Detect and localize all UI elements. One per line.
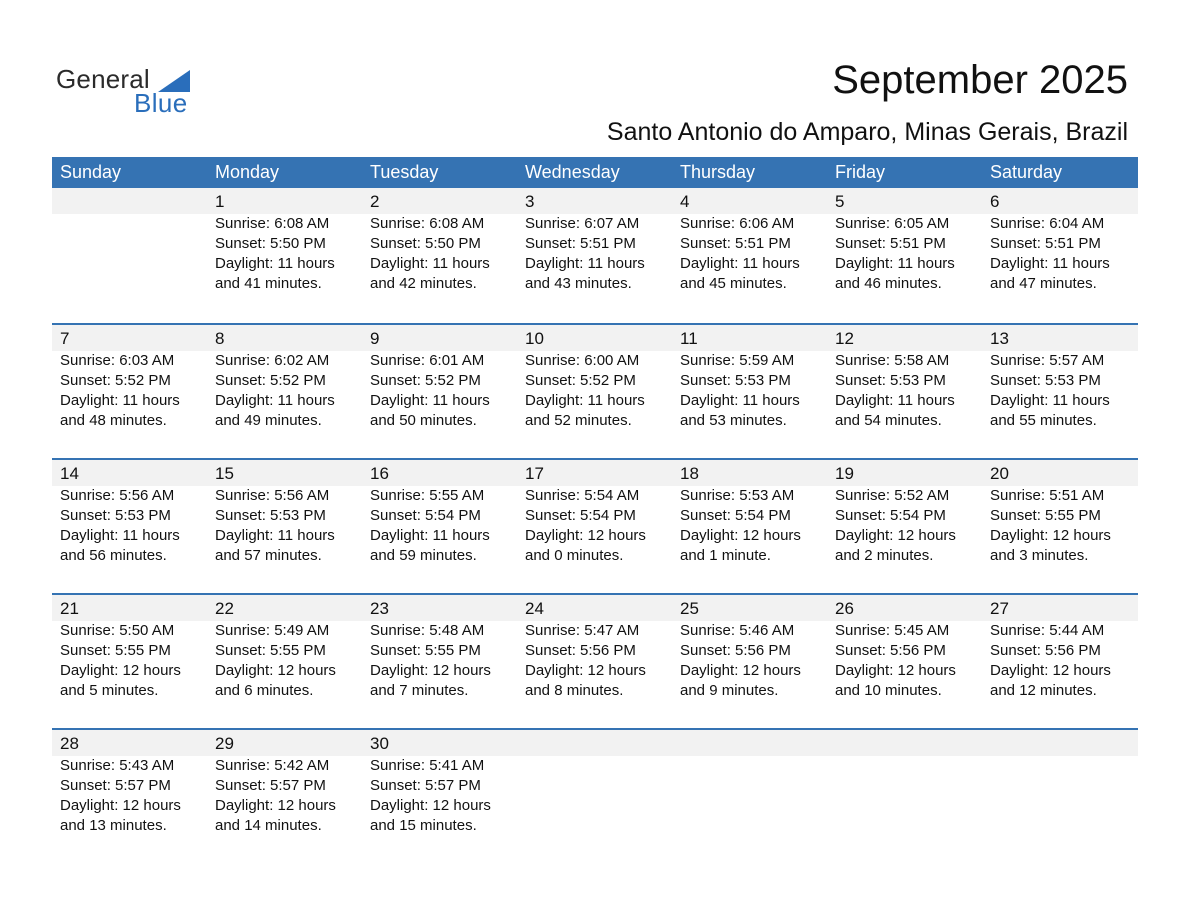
daylight-minutes: and 49 minutes. — [215, 412, 322, 429]
daylight-minutes: and 41 minutes. — [215, 275, 322, 292]
logo-word-blue: Blue — [134, 88, 188, 118]
day-cell-7 — [52, 325, 207, 431]
day-cell-16 — [362, 460, 517, 566]
empty-day-cell — [52, 188, 207, 294]
day-cell-1 — [207, 188, 362, 294]
day-cell-3 — [517, 188, 672, 294]
day-cell-13 — [982, 325, 1137, 431]
daylight-minutes: and 3 minutes. — [990, 547, 1089, 564]
daylight-minutes: and 8 minutes. — [525, 682, 624, 699]
daylight-hours: Daylight: 12 hours — [525, 662, 646, 679]
daylight-hours: Daylight: 11 hours — [525, 392, 645, 409]
daylight-minutes: and 6 minutes. — [215, 682, 314, 699]
sunrise-time: Sunrise: 5:54 AM — [525, 487, 640, 504]
sunrise-time: Sunrise: 5:52 AM — [835, 487, 950, 504]
page-title: September 2025 — [832, 58, 1128, 102]
sunrise-time: Sunrise: 6:06 AM — [680, 215, 795, 232]
daylight-minutes: and 46 minutes. — [835, 275, 942, 292]
daylight-hours: Daylight: 11 hours — [525, 255, 645, 272]
day-number: 12 — [835, 329, 854, 348]
day-number: 7 — [60, 329, 70, 348]
day-number: 6 — [990, 192, 1000, 211]
sunset-time: Sunset: 5:57 PM — [60, 777, 171, 794]
sunset-time: Sunset: 5:57 PM — [370, 777, 481, 794]
sunset-time: Sunset: 5:56 PM — [990, 642, 1101, 659]
sunset-time: Sunset: 5:50 PM — [370, 235, 481, 252]
daylight-minutes: and 12 minutes. — [990, 682, 1097, 699]
day-number: 16 — [370, 464, 389, 483]
daylight-hours: Daylight: 11 hours — [60, 392, 180, 409]
day-cell-24 — [517, 595, 672, 701]
sunrise-time: Sunrise: 6:05 AM — [835, 215, 950, 232]
daylight-minutes: and 50 minutes. — [370, 412, 477, 429]
sunrise-time: Sunrise: 5:50 AM — [60, 622, 175, 639]
day-cell-6 — [982, 188, 1137, 294]
daylight-hours: Daylight: 12 hours — [370, 662, 491, 679]
daylight-minutes: and 1 minute. — [680, 547, 771, 564]
sunrise-time: Sunrise: 6:02 AM — [215, 352, 330, 369]
day-number: 3 — [525, 192, 535, 211]
sunset-time: Sunset: 5:55 PM — [370, 642, 481, 659]
week-row — [52, 323, 1138, 458]
daylight-hours: Daylight: 12 hours — [990, 527, 1111, 544]
daylight-hours: Daylight: 11 hours — [370, 527, 490, 544]
day-number: 4 — [680, 192, 690, 211]
day-number: 19 — [835, 464, 854, 483]
daylight-hours: Daylight: 12 hours — [215, 797, 336, 814]
day-cell-17 — [517, 460, 672, 566]
day-number: 22 — [215, 599, 234, 618]
sunrise-time: Sunrise: 5:43 AM — [60, 757, 175, 774]
sunset-time: Sunset: 5:57 PM — [215, 777, 326, 794]
daylight-minutes: and 0 minutes. — [525, 547, 624, 564]
sunset-time: Sunset: 5:53 PM — [680, 372, 791, 389]
sunset-time: Sunset: 5:52 PM — [215, 372, 326, 389]
daylight-hours: Daylight: 11 hours — [680, 392, 800, 409]
day-cell-2 — [362, 188, 517, 294]
day-number: 17 — [525, 464, 544, 483]
daylight-minutes: and 15 minutes. — [370, 817, 477, 834]
daylight-minutes: and 47 minutes. — [990, 275, 1097, 292]
day-number: 23 — [370, 599, 389, 618]
day-number: 26 — [835, 599, 854, 618]
day-number: 2 — [370, 192, 380, 211]
daylight-hours: Daylight: 11 hours — [215, 392, 335, 409]
day-cell-26 — [827, 595, 982, 701]
sunset-time: Sunset: 5:50 PM — [215, 235, 326, 252]
sunrise-time: Sunrise: 5:51 AM — [990, 487, 1105, 504]
logo — [56, 64, 206, 120]
sunset-time: Sunset: 5:54 PM — [680, 507, 791, 524]
sunrise-time: Sunrise: 6:08 AM — [215, 215, 330, 232]
week-row — [52, 593, 1138, 728]
sunrise-time: Sunrise: 6:01 AM — [370, 352, 485, 369]
calendar-grid — [52, 188, 1138, 863]
day-cell-11 — [672, 325, 827, 431]
daylight-hours: Daylight: 11 hours — [990, 392, 1110, 409]
day-cell-25 — [672, 595, 827, 701]
daylight-hours: Daylight: 12 hours — [525, 527, 646, 544]
daylight-hours: Daylight: 12 hours — [60, 797, 181, 814]
sunrise-time: Sunrise: 6:04 AM — [990, 215, 1105, 232]
empty-day-cell — [672, 730, 827, 836]
sunset-time: Sunset: 5:51 PM — [680, 235, 791, 252]
day-number: 14 — [60, 464, 79, 483]
day-cell-15 — [207, 460, 362, 566]
day-cell-18 — [672, 460, 827, 566]
daylight-minutes: and 42 minutes. — [370, 275, 477, 292]
sunrise-time: Sunrise: 6:03 AM — [60, 352, 175, 369]
weekday-tuesday: Tuesday — [370, 162, 439, 182]
daylight-hours: Daylight: 12 hours — [60, 662, 181, 679]
daylight-hours: Daylight: 11 hours — [680, 255, 800, 272]
daylight-minutes: and 55 minutes. — [990, 412, 1097, 429]
day-cell-27 — [982, 595, 1137, 701]
day-cell-14 — [52, 460, 207, 566]
daylight-hours: Daylight: 11 hours — [835, 255, 955, 272]
empty-day-cell — [827, 730, 982, 836]
sunrise-time: Sunrise: 5:59 AM — [680, 352, 795, 369]
day-number: 18 — [680, 464, 699, 483]
day-number: 24 — [525, 599, 544, 618]
sunrise-time: Sunrise: 5:53 AM — [680, 487, 795, 504]
day-number: 1 — [215, 192, 225, 211]
daylight-hours: Daylight: 11 hours — [990, 255, 1110, 272]
day-number: 15 — [215, 464, 234, 483]
week-row — [52, 728, 1138, 863]
daylight-hours: Daylight: 11 hours — [215, 255, 335, 272]
day-number: 5 — [835, 192, 845, 211]
sunrise-time: Sunrise: 5:57 AM — [990, 352, 1105, 369]
daylight-minutes: and 10 minutes. — [835, 682, 942, 699]
sunset-time: Sunset: 5:56 PM — [525, 642, 636, 659]
day-cell-20 — [982, 460, 1137, 566]
sunset-time: Sunset: 5:56 PM — [680, 642, 791, 659]
sunrise-time: Sunrise: 5:58 AM — [835, 352, 950, 369]
daylight-minutes: and 45 minutes. — [680, 275, 787, 292]
day-number: 30 — [370, 734, 389, 753]
weekday-saturday: Saturday — [990, 162, 1063, 182]
day-number: 29 — [215, 734, 234, 753]
day-number: 9 — [370, 329, 380, 348]
weekday-monday: Monday — [215, 162, 280, 182]
daylight-minutes: and 2 minutes. — [835, 547, 934, 564]
day-number: 25 — [680, 599, 699, 618]
day-cell-23 — [362, 595, 517, 701]
daylight-minutes: and 43 minutes. — [525, 275, 632, 292]
sunset-time: Sunset: 5:53 PM — [835, 372, 946, 389]
day-cell-28 — [52, 730, 207, 836]
daylight-minutes: and 52 minutes. — [525, 412, 632, 429]
empty-day-cell — [517, 730, 672, 836]
sunset-time: Sunset: 5:52 PM — [60, 372, 171, 389]
daylight-hours: Daylight: 11 hours — [370, 392, 490, 409]
day-number: 21 — [60, 599, 79, 618]
daylight-minutes: and 48 minutes. — [60, 412, 167, 429]
sunrise-time: Sunrise: 5:44 AM — [990, 622, 1105, 639]
sunrise-time: Sunrise: 5:56 AM — [215, 487, 330, 504]
daylight-hours: Daylight: 12 hours — [835, 527, 956, 544]
daylight-hours: Daylight: 12 hours — [370, 797, 491, 814]
daylight-hours: Daylight: 11 hours — [835, 392, 955, 409]
day-number: 13 — [990, 329, 1009, 348]
weekday-friday: Friday — [835, 162, 886, 182]
sunrise-time: Sunrise: 5:45 AM — [835, 622, 950, 639]
sunrise-time: Sunrise: 6:07 AM — [525, 215, 640, 232]
daylight-minutes: and 59 minutes. — [370, 547, 477, 564]
week-row — [52, 458, 1138, 593]
sunrise-time: Sunrise: 5:56 AM — [60, 487, 175, 504]
sunrise-time: Sunrise: 5:55 AM — [370, 487, 485, 504]
daylight-hours: Daylight: 12 hours — [990, 662, 1111, 679]
logo-word-general: General — [56, 64, 150, 94]
day-cell-21 — [52, 595, 207, 701]
daylight-hours: Daylight: 12 hours — [680, 527, 801, 544]
daylight-hours: Daylight: 12 hours — [215, 662, 336, 679]
daylight-hours: Daylight: 11 hours — [60, 527, 180, 544]
daylight-minutes: and 57 minutes. — [215, 547, 322, 564]
sunset-time: Sunset: 5:51 PM — [835, 235, 946, 252]
empty-day-cell — [982, 730, 1137, 836]
weekday-sunday: Sunday — [60, 162, 122, 182]
weekday-thursday: Thursday — [680, 162, 756, 182]
sunrise-time: Sunrise: 5:42 AM — [215, 757, 330, 774]
day-cell-29 — [207, 730, 362, 836]
weekday-wednesday: Wednesday — [525, 162, 620, 182]
day-cell-8 — [207, 325, 362, 431]
sunrise-time: Sunrise: 5:49 AM — [215, 622, 330, 639]
day-cell-12 — [827, 325, 982, 431]
daylight-minutes: and 7 minutes. — [370, 682, 469, 699]
sunrise-time: Sunrise: 5:46 AM — [680, 622, 795, 639]
daylight-hours: Daylight: 11 hours — [370, 255, 490, 272]
sunset-time: Sunset: 5:52 PM — [525, 372, 636, 389]
sunset-time: Sunset: 5:55 PM — [60, 642, 171, 659]
day-number: 27 — [990, 599, 1009, 618]
sunrise-time: Sunrise: 6:00 AM — [525, 352, 640, 369]
sunset-time: Sunset: 5:51 PM — [990, 235, 1101, 252]
sunset-time: Sunset: 5:53 PM — [990, 372, 1101, 389]
daylight-minutes: and 5 minutes. — [60, 682, 159, 699]
day-number: 8 — [215, 329, 225, 348]
daylight-hours: Daylight: 11 hours — [215, 527, 335, 544]
week-row — [52, 188, 1138, 323]
sunset-time: Sunset: 5:51 PM — [525, 235, 636, 252]
daylight-hours: Daylight: 12 hours — [680, 662, 801, 679]
sunset-time: Sunset: 5:56 PM — [835, 642, 946, 659]
sunset-time: Sunset: 5:55 PM — [215, 642, 326, 659]
daylight-minutes: and 14 minutes. — [215, 817, 322, 834]
sunset-time: Sunset: 5:53 PM — [60, 507, 171, 524]
daylight-minutes: and 54 minutes. — [835, 412, 942, 429]
sunset-time: Sunset: 5:55 PM — [990, 507, 1101, 524]
sunset-time: Sunset: 5:52 PM — [370, 372, 481, 389]
day-cell-4 — [672, 188, 827, 294]
daylight-minutes: and 13 minutes. — [60, 817, 167, 834]
sunset-time: Sunset: 5:54 PM — [370, 507, 481, 524]
weekday-header — [52, 157, 1138, 188]
sunset-time: Sunset: 5:54 PM — [525, 507, 636, 524]
day-number: 11 — [680, 329, 698, 348]
day-number: 28 — [60, 734, 79, 753]
sunrise-time: Sunrise: 5:47 AM — [525, 622, 640, 639]
day-cell-9 — [362, 325, 517, 431]
daylight-hours: Daylight: 12 hours — [835, 662, 956, 679]
day-cell-22 — [207, 595, 362, 701]
day-cell-10 — [517, 325, 672, 431]
day-number: 20 — [990, 464, 1009, 483]
sunrise-time: Sunrise: 5:41 AM — [370, 757, 485, 774]
sunrise-time: Sunrise: 5:48 AM — [370, 622, 485, 639]
sunset-time: Sunset: 5:54 PM — [835, 507, 946, 524]
sunset-time: Sunset: 5:53 PM — [215, 507, 326, 524]
daylight-minutes: and 53 minutes. — [680, 412, 787, 429]
location-subtitle: Santo Antonio do Amparo, Minas Gerais, Brazil — [606, 118, 1128, 146]
daylight-minutes: and 9 minutes. — [680, 682, 779, 699]
day-cell-19 — [827, 460, 982, 566]
daylight-minutes: and 56 minutes. — [60, 547, 167, 564]
sunrise-time: Sunrise: 6:08 AM — [370, 215, 485, 232]
day-cell-5 — [827, 188, 982, 294]
day-cell-30 — [362, 730, 517, 836]
day-number: 10 — [525, 329, 544, 348]
